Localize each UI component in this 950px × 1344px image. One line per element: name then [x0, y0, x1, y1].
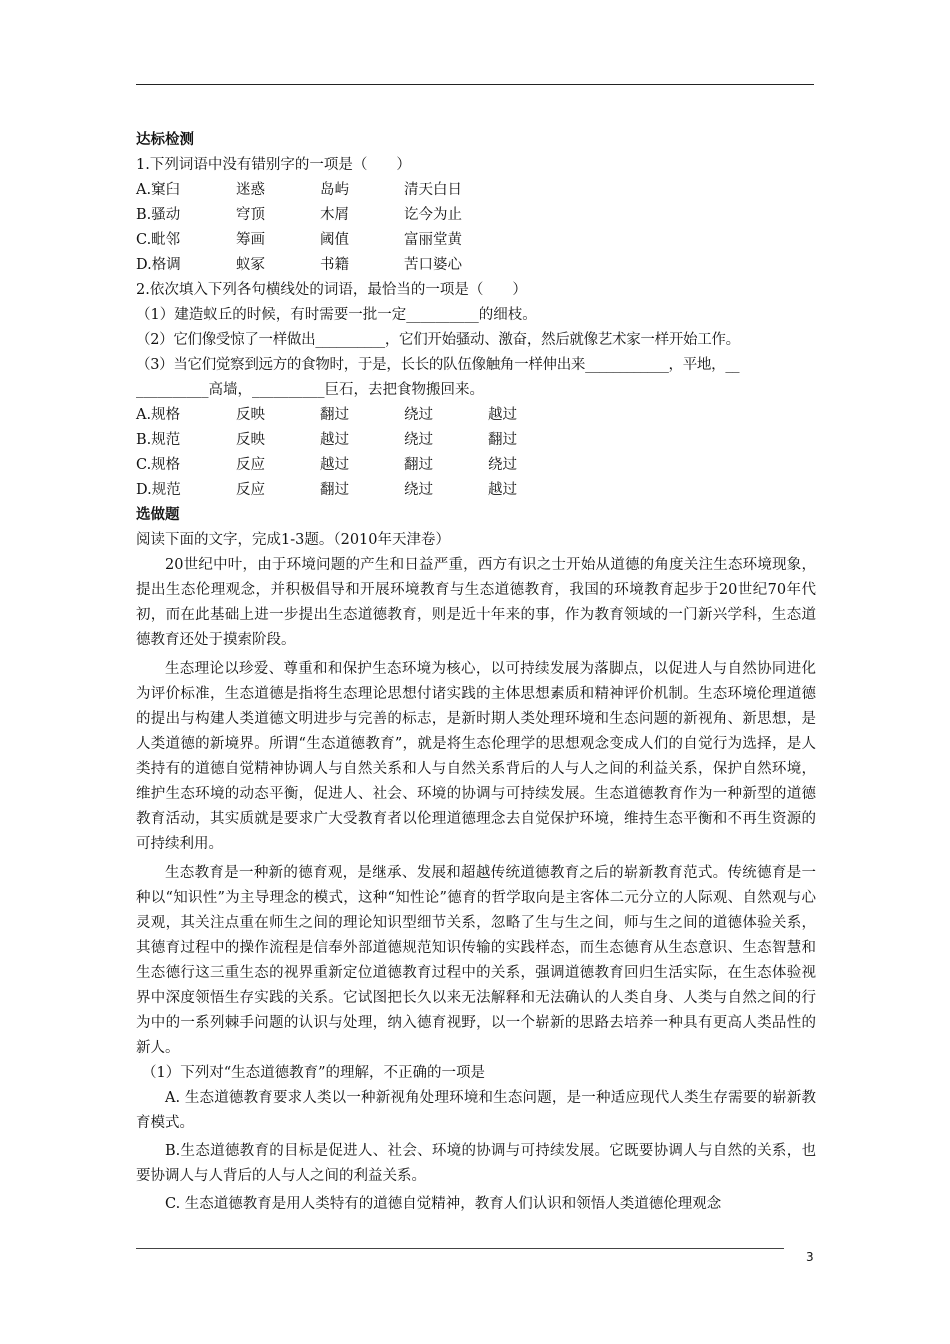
- question-1-option-a: A.窠臼 迷惑 岛屿 清天白日: [136, 182, 462, 198]
- question-2-option-b: B.规范 反映 越过 绕过 翻过: [136, 432, 517, 448]
- question-2-option-c: C.规格 反应 越过 翻过 绕过: [136, 457, 517, 473]
- question-1-stem: 1.下列词语中没有错别字的一项是（ ）: [136, 157, 411, 173]
- reading-intro: 阅读下面的文字，完成1-3题。（2010年天津卷）: [136, 532, 450, 548]
- sub-question-1-option-c: C. 生态道德教育是用人类特有的道德自觉精神，教育人们认识和领悟人类道德伦理观念: [165, 1196, 722, 1212]
- question-1-option-b: B.骚动 穹顶 木屑 讫今为止: [136, 207, 462, 223]
- passage-paragraph-2: 生态理论以珍爱、尊重和和保护生态环境为核心，以可持续发展为落脚点，以促进人与自然协同进化为评价标准，生态道德是指将生态理论思想付诸实践的主体思想素质和精神评价机制。生态环境伦理道德的提出与构建人类道德文明进步与完善的标志，是新时期人类处理环境和生态问题的新视角、新思想，是人类道德的新境界。所谓“生态道德教育”，就是将生态伦理学的思想观念变成人们的自觉行为选择，是人类持有的道德自觉精神协调人与自然关系和人与自然关系背后的人与人之间的利益关系，保护自然环境，维护生态环境的动态平衡，促进人、社会、环境的协调与可持续发展。生态道德教育作为一种新型的道德教育活动，其实质就是要求广大受教育者以伦理道德理念去自觉保护环境，维持生态平衡和不再生资源的可持续利用。: [136, 661, 816, 852]
- question-1-option-d: D.格调 蚁冢 书籍 苦口婆心: [136, 257, 462, 273]
- question-2-sentence-3a: （3）当它们觉察到远方的食物时，于是，长长的队伍像触角一样伸出来____________，平地，__: [136, 357, 740, 373]
- page-number: 3: [806, 1250, 814, 1264]
- document-body: [136, 128, 816, 1217]
- question-2-sentence-3b: __________高墙，__________巨石，去把食物搬回来。: [136, 382, 484, 398]
- section-title-standard-test: 达标检测: [136, 132, 194, 148]
- question-2-option-a: A.规格 反映 翻过 绕过 越过: [136, 407, 517, 423]
- section-title-optional: 选做题: [136, 507, 180, 523]
- question-2-stem: 2.依次填入下列各句横线处的词语，最恰当的一项是（ ）: [136, 282, 527, 298]
- sub-question-1-option-a: A. 生态道德教育要求人类以一种新视角处理环境和生态问题，是一种适应现代人类生存需要的崭新教育模式。: [136, 1090, 816, 1131]
- question-2-option-d: D.规范 反应 翻过 绕过 越过: [136, 482, 517, 498]
- question-2-sentence-2: （2）它们像受惊了一样做出__________，它们开始骚动、激奋，然后就像艺术家一样开始工作。: [136, 332, 740, 348]
- question-2-sentence-1: （1）建造蚁丘的时候，有时需要一批一定__________的细枝。: [136, 307, 537, 323]
- sub-question-1-option-b: B.生态道德教育的目标是促进人、社会、环境的协调与可持续发展。它既要协调人与自然的关系，也要协调人与人背后的人与人之间的利益关系。: [136, 1143, 816, 1184]
- passage-paragraph-1: 20世纪中叶，由于环境问题的产生和日益严重，西方有识之士开始从道德的角度关注生态环境现象，提出生态伦理观念，并积极倡导和开展环境教育与生态道德教育，我国的环境教育起步于20世纪70年代初，而在此基础上进一步提出生态道德教育，则是近十年来的事，作为教育领域的一门新兴学科，生态道德教育还处于摸索阶段。: [136, 557, 816, 648]
- footer-rule: [136, 1248, 784, 1249]
- sub-question-1-stem: （1）下列对“生态道德教育”的理解，不正确的一项是: [142, 1065, 486, 1081]
- question-1-option-c: C.毗邻 筹画 阈值 富丽堂黄: [136, 232, 462, 248]
- passage-paragraph-3: 生态教育是一种新的德育观，是继承、发展和超越传统道德教育之后的崭新教育范式。传统德育是一种以“知识性”为主导理念的模式，这种“知性论”德育的哲学取向是主客体二元分立的人际观、自然观与心灵观，其关注点重在师生之间的理论知识型细节关系，忽略了生与生之间，师与生之间的道德体验关系，其德育过程中的操作流程是信奉外部道德规范知识传输的实践样态，而生态德育从生态意识、生态智慧和生态德行这三重生态的视界重新定位道德教育过程中的关系，强调道德教育回归生活实际，在生态体验视界中深度领悟生存实践的关系。它试图把长久以来无法解释和无法确认的人类自身、人类与自然之间的行为中的一系列棘手问题的认识与处理，纳入德育视野，以一个崭新的思路去培养一种具有更高人类品性的新人。: [136, 865, 816, 1056]
- header-rule: [136, 84, 814, 85]
